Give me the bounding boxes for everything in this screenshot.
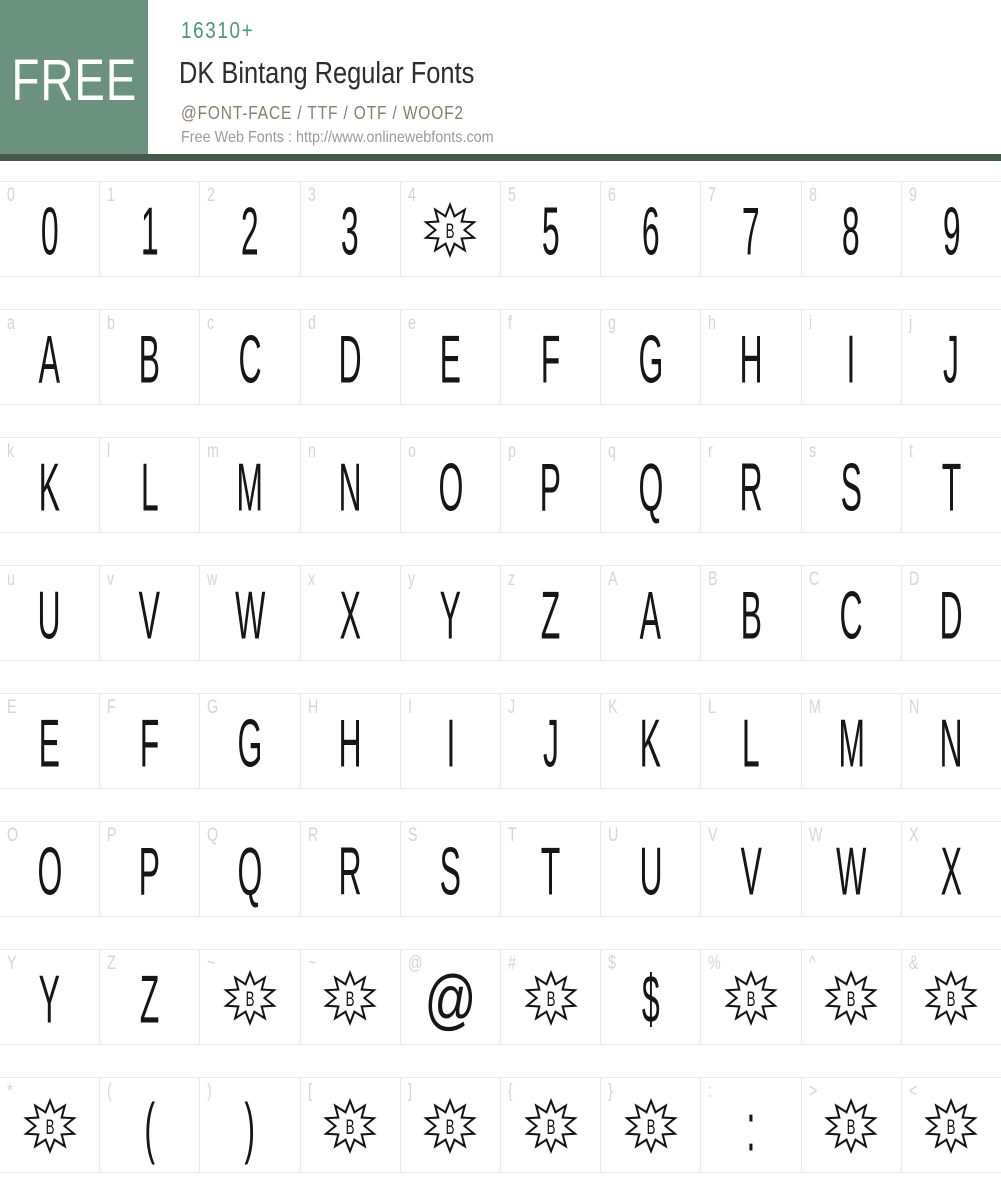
- glyph-cell: [0, 182, 100, 276]
- glyph-cell: [802, 950, 902, 1044]
- character-code-label: N: [908, 697, 920, 718]
- glyph-cell: [200, 310, 300, 404]
- glyph-row: [0, 437, 1001, 533]
- character-code-label: A: [608, 569, 618, 590]
- missing-glyph-star: [322, 1097, 378, 1155]
- character-code-label: O: [7, 825, 19, 846]
- glyph-cell: [601, 438, 701, 532]
- character-code-label: Y: [7, 953, 17, 974]
- glyph-cell: [601, 822, 701, 916]
- glyph-cell: [0, 950, 100, 1044]
- glyph-cell: [601, 310, 701, 404]
- svg-text:B: B: [445, 218, 455, 243]
- character-code-label: 8: [808, 185, 817, 206]
- glyph-cell: [501, 438, 601, 532]
- font-glyph: U: [38, 576, 62, 654]
- glyph-cell: [100, 310, 200, 404]
- star-burst-icon: [322, 969, 378, 1027]
- font-glyph: E: [439, 320, 462, 398]
- glyph-cell: [902, 694, 1001, 788]
- character-code-label: ^: [808, 953, 816, 974]
- character-code-label: c: [207, 313, 215, 334]
- font-glyph: L: [140, 448, 159, 526]
- glyph-cell: [701, 694, 801, 788]
- character-code-label: (: [107, 1081, 112, 1102]
- font-glyph: (: [144, 1088, 156, 1166]
- character-code-label: [: [307, 1081, 312, 1102]
- svg-text:B: B: [546, 986, 556, 1011]
- page-header: [0, 0, 1001, 161]
- glyph-cell: [100, 566, 200, 660]
- missing-glyph-star: [723, 969, 779, 1027]
- font-glyph: ): [244, 1088, 256, 1166]
- character-code-label: Z: [107, 953, 116, 974]
- font-glyph: U: [639, 832, 663, 910]
- font-glyph: C: [839, 576, 863, 654]
- font-glyph: Z: [540, 576, 561, 654]
- glyph-cell: [0, 694, 100, 788]
- character-code-label: w: [207, 569, 218, 590]
- font-glyph: C: [238, 320, 262, 398]
- character-code-label: s: [808, 441, 816, 462]
- character-code-label: E: [7, 697, 17, 718]
- character-code-label: b: [107, 313, 116, 334]
- font-glyph: D: [939, 576, 963, 654]
- glyph-cell: [200, 694, 300, 788]
- font-glyph: H: [338, 704, 362, 782]
- font-glyph: T: [540, 832, 561, 910]
- missing-glyph-star: [923, 1097, 979, 1155]
- font-glyph: V: [740, 832, 762, 910]
- character-code-label: 5: [508, 185, 516, 206]
- glyph-cell: [802, 566, 902, 660]
- missing-glyph-star: [923, 969, 979, 1027]
- character-code-label: e: [407, 313, 416, 334]
- glyph-cell: [301, 566, 401, 660]
- character-code-label: P: [107, 825, 117, 846]
- glyph-cell: [100, 694, 200, 788]
- character-code-label: h: [708, 313, 717, 334]
- glyph-cell: [802, 694, 902, 788]
- glyph-cell: [601, 182, 701, 276]
- character-code-label: :: [708, 1081, 713, 1102]
- star-burst-icon: [422, 201, 478, 259]
- font-glyph: X: [339, 576, 361, 654]
- svg-text:B: B: [345, 1114, 355, 1139]
- font-glyph: J: [943, 320, 960, 398]
- character-code-label: T: [508, 825, 517, 846]
- glyph-cell: [802, 822, 902, 916]
- character-code-label: G: [207, 697, 219, 718]
- glyph-cell: [200, 1078, 300, 1172]
- glyph-cell: [0, 310, 100, 404]
- font-glyph: H: [739, 320, 763, 398]
- font-glyph: S: [439, 832, 462, 910]
- star-burst-icon: [322, 1097, 378, 1155]
- missing-glyph-star: [222, 969, 278, 1027]
- character-code-label: R: [307, 825, 318, 846]
- glyph-row: [0, 693, 1001, 789]
- glyph-cell: [902, 950, 1001, 1044]
- font-glyph: Q: [638, 448, 664, 526]
- font-glyph: R: [739, 448, 763, 526]
- character-code-label: U: [608, 825, 619, 846]
- font-glyph: P: [139, 832, 161, 910]
- font-glyph: Q: [237, 832, 263, 910]
- character-code-label: v: [107, 569, 115, 590]
- glyph-cell: [601, 1078, 701, 1172]
- font-glyph: O: [437, 448, 463, 526]
- character-code-label: 0: [7, 185, 15, 206]
- font-glyph: W: [234, 576, 266, 654]
- font-glyph: Z: [140, 960, 160, 1038]
- glyph-cell: [301, 822, 401, 916]
- character-code-label: %: [708, 953, 722, 974]
- character-code-label: z: [508, 569, 516, 590]
- font-glyph: I: [445, 704, 455, 782]
- font-glyph: J: [542, 704, 559, 782]
- glyph-cell: [100, 950, 200, 1044]
- glyph-cell: [200, 182, 300, 276]
- font-glyph: 0: [40, 192, 59, 270]
- glyph-cell: [401, 950, 501, 1044]
- glyph-cell: [0, 1078, 100, 1172]
- font-glyph: G: [237, 704, 263, 782]
- character-map-grid: [0, 181, 1001, 1173]
- font-glyph: V: [139, 576, 161, 654]
- glyph-cell: [501, 566, 601, 660]
- glyph-cell: [501, 694, 601, 788]
- font-glyph: 8: [842, 192, 861, 270]
- font-glyph: A: [640, 576, 662, 654]
- character-code-label: 3: [307, 185, 316, 206]
- font-glyph: K: [38, 448, 61, 526]
- svg-text:B: B: [345, 986, 355, 1011]
- glyph-cell: [601, 566, 701, 660]
- character-code-label: C: [808, 569, 819, 590]
- font-glyph: D: [338, 320, 362, 398]
- missing-glyph-star: [823, 969, 879, 1027]
- glyph-row: [0, 181, 1001, 277]
- glyph-cell: [701, 182, 801, 276]
- glyph-cell: [501, 310, 601, 404]
- character-code-label: S: [407, 825, 418, 846]
- character-code-label: f: [508, 313, 512, 334]
- character-code-label: Q: [207, 825, 219, 846]
- character-code-label: V: [708, 825, 718, 846]
- character-code-label: ~: [307, 953, 316, 974]
- glyph-cell: [902, 822, 1001, 916]
- source-url-text: Free Web Fonts : http://www.onlinewebfonts.com: [181, 129, 494, 146]
- font-glyph: L: [742, 704, 760, 782]
- glyph-cell: [0, 822, 100, 916]
- character-code-label: L: [708, 697, 717, 718]
- font-glyph: 3: [341, 192, 360, 270]
- font-glyph: :: [746, 1088, 756, 1166]
- missing-glyph-star: [422, 201, 478, 259]
- character-code-label: >: [808, 1081, 817, 1102]
- star-burst-icon: [923, 1097, 979, 1155]
- font-glyph: E: [38, 704, 61, 782]
- free-badge-label: FREE: [11, 48, 137, 113]
- glyph-cell: [802, 310, 902, 404]
- character-code-label: j: [908, 313, 913, 334]
- font-glyph: 5: [541, 192, 560, 270]
- font-formats: @FONT-FACE / TTF / OTF / WOOF2: [181, 103, 464, 123]
- header-divider-bar: [0, 154, 1001, 161]
- glyph-cell: [802, 438, 902, 532]
- character-code-label: i: [808, 313, 812, 334]
- glyph-cell: [701, 566, 801, 660]
- font-glyph: @: [424, 961, 477, 1037]
- font-glyph: F: [140, 704, 160, 782]
- glyph-cell: [100, 182, 200, 276]
- font-glyph: B: [740, 576, 762, 654]
- svg-text:B: B: [946, 986, 956, 1011]
- font-glyph: 6: [641, 192, 660, 270]
- font-glyph: M: [837, 704, 865, 782]
- character-code-label: m: [207, 441, 220, 462]
- glyph-cell: [401, 438, 501, 532]
- font-glyph: P: [539, 448, 562, 526]
- font-glyph: G: [638, 320, 664, 398]
- glyph-row: [0, 1077, 1001, 1173]
- character-code-label: }: [608, 1081, 613, 1102]
- font-glyph: O: [37, 832, 63, 910]
- font-glyph: M: [236, 448, 264, 526]
- font-count: 16310+: [181, 17, 255, 43]
- character-code-label: 6: [608, 185, 617, 206]
- glyph-cell: [100, 822, 200, 916]
- glyph-cell: [501, 950, 601, 1044]
- star-burst-icon: [623, 1097, 679, 1155]
- character-code-label: 1: [107, 185, 116, 206]
- glyph-cell: [701, 438, 801, 532]
- star-burst-icon: [723, 969, 779, 1027]
- glyph-cell: [301, 438, 401, 532]
- font-glyph: B: [139, 320, 161, 398]
- glyph-cell: [902, 438, 1001, 532]
- font-glyph: I: [846, 320, 856, 398]
- character-code-label: q: [608, 441, 617, 462]
- font-glyph: T: [941, 448, 962, 526]
- character-code-label: M: [808, 697, 821, 718]
- font-glyph: $: [641, 960, 660, 1038]
- svg-text:B: B: [546, 1114, 556, 1139]
- character-code-label: n: [307, 441, 316, 462]
- star-burst-icon: [523, 969, 579, 1027]
- character-code-label: g: [608, 313, 617, 334]
- character-code-label: 2: [207, 185, 216, 206]
- glyph-cell: [701, 1078, 801, 1172]
- font-glyph: 9: [942, 192, 961, 270]
- glyph-cell: [501, 1078, 601, 1172]
- glyph-cell: [200, 950, 300, 1044]
- glyph-cell: [301, 950, 401, 1044]
- glyph-cell: [401, 182, 501, 276]
- character-code-label: ): [207, 1081, 213, 1102]
- glyph-cell: [802, 1078, 902, 1172]
- glyph-cell: [401, 822, 501, 916]
- font-glyph: F: [540, 320, 561, 398]
- star-burst-icon: [422, 1097, 478, 1155]
- glyph-cell: [200, 822, 300, 916]
- font-glyph: Y: [439, 576, 462, 654]
- glyph-row: [0, 565, 1001, 661]
- glyph-cell: [200, 566, 300, 660]
- character-code-label: H: [307, 697, 318, 718]
- character-code-label: W: [808, 825, 823, 846]
- svg-text:B: B: [245, 986, 255, 1011]
- glyph-cell: [501, 182, 601, 276]
- character-code-label: 9: [908, 185, 917, 206]
- glyph-cell: [200, 438, 300, 532]
- glyph-cell: [802, 182, 902, 276]
- glyph-cell: [501, 822, 601, 916]
- glyph-row: [0, 949, 1001, 1045]
- star-burst-icon: [823, 969, 879, 1027]
- font-glyph: 1: [140, 192, 159, 270]
- glyph-cell: [902, 1078, 1001, 1172]
- character-code-label: a: [7, 313, 15, 334]
- character-code-label: {: [508, 1081, 513, 1102]
- page-title: DK Bintang Regular Fonts: [179, 55, 475, 90]
- character-code-label: y: [407, 569, 415, 590]
- character-code-label: ~: [207, 953, 216, 974]
- glyph-cell: [301, 310, 401, 404]
- glyph-cell: [401, 1078, 501, 1172]
- svg-text:B: B: [746, 986, 756, 1011]
- character-code-label: F: [107, 697, 116, 718]
- character-code-label: l: [107, 441, 111, 462]
- character-code-label: ]: [407, 1081, 412, 1102]
- character-code-label: D: [908, 569, 920, 590]
- glyph-cell: [301, 694, 401, 788]
- star-burst-icon: [823, 1097, 879, 1155]
- missing-glyph-star: [22, 1097, 78, 1155]
- character-code-label: B: [708, 569, 718, 590]
- font-glyph: A: [38, 320, 61, 398]
- missing-glyph-star: [823, 1097, 879, 1155]
- missing-glyph-star: [523, 1097, 579, 1155]
- glyph-cell: [401, 566, 501, 660]
- character-code-label: o: [407, 441, 416, 462]
- glyph-cell: [0, 566, 100, 660]
- svg-text:B: B: [846, 986, 856, 1011]
- character-code-label: u: [7, 569, 15, 590]
- font-glyph: 7: [742, 192, 760, 270]
- missing-glyph-star: [623, 1097, 679, 1155]
- character-code-label: x: [307, 569, 315, 590]
- glyph-cell: [902, 182, 1001, 276]
- character-code-label: &: [908, 953, 919, 974]
- glyph-row: [0, 309, 1001, 405]
- character-code-label: t: [908, 441, 913, 462]
- character-code-label: r: [708, 441, 714, 462]
- star-burst-icon: [523, 1097, 579, 1155]
- character-code-label: I: [407, 697, 412, 718]
- character-code-label: 4: [407, 185, 416, 206]
- missing-glyph-star: [322, 969, 378, 1027]
- glyph-cell: [301, 1078, 401, 1172]
- font-glyph: W: [836, 832, 867, 910]
- svg-text:B: B: [846, 1114, 856, 1139]
- character-code-label: $: [608, 953, 617, 974]
- glyph-cell: [100, 1078, 200, 1172]
- svg-text:B: B: [445, 1114, 455, 1139]
- font-glyph: 2: [241, 192, 259, 270]
- character-code-label: p: [508, 441, 516, 462]
- missing-glyph-star: [523, 969, 579, 1027]
- font-glyph: Y: [38, 960, 61, 1038]
- glyph-row: [0, 821, 1001, 917]
- glyph-cell: [701, 822, 801, 916]
- glyph-cell: [401, 310, 501, 404]
- glyph-cell: [301, 182, 401, 276]
- missing-glyph-star: [422, 1097, 478, 1155]
- glyph-cell: [701, 310, 801, 404]
- character-code-label: K: [608, 697, 618, 718]
- character-code-label: d: [307, 313, 316, 334]
- character-code-label: J: [508, 697, 516, 718]
- character-code-label: <: [908, 1081, 918, 1102]
- glyph-cell: [601, 694, 701, 788]
- glyph-cell: [100, 438, 200, 532]
- svg-text:B: B: [646, 1114, 656, 1139]
- glyph-cell: [0, 438, 100, 532]
- svg-text:B: B: [45, 1114, 55, 1139]
- character-code-label: *: [7, 1081, 13, 1102]
- star-burst-icon: [222, 969, 278, 1027]
- free-badge: [0, 0, 148, 161]
- star-burst-icon: [923, 969, 979, 1027]
- star-burst-icon: [22, 1097, 78, 1155]
- font-glyph: N: [338, 448, 362, 526]
- glyph-cell: [701, 950, 801, 1044]
- font-glyph: N: [939, 704, 963, 782]
- font-glyph: K: [640, 704, 662, 782]
- font-glyph: S: [840, 448, 862, 526]
- character-code-label: X: [908, 825, 919, 846]
- svg-text:B: B: [946, 1114, 956, 1139]
- glyph-cell: [401, 694, 501, 788]
- glyph-cell: [902, 310, 1001, 404]
- glyph-cell: [902, 566, 1001, 660]
- character-code-label: 7: [708, 185, 717, 206]
- glyph-cell: [601, 950, 701, 1044]
- font-glyph: X: [940, 832, 963, 910]
- character-code-label: @: [407, 953, 423, 974]
- font-glyph: R: [338, 832, 362, 910]
- character-code-label: k: [7, 441, 15, 462]
- character-code-label: #: [508, 953, 516, 974]
